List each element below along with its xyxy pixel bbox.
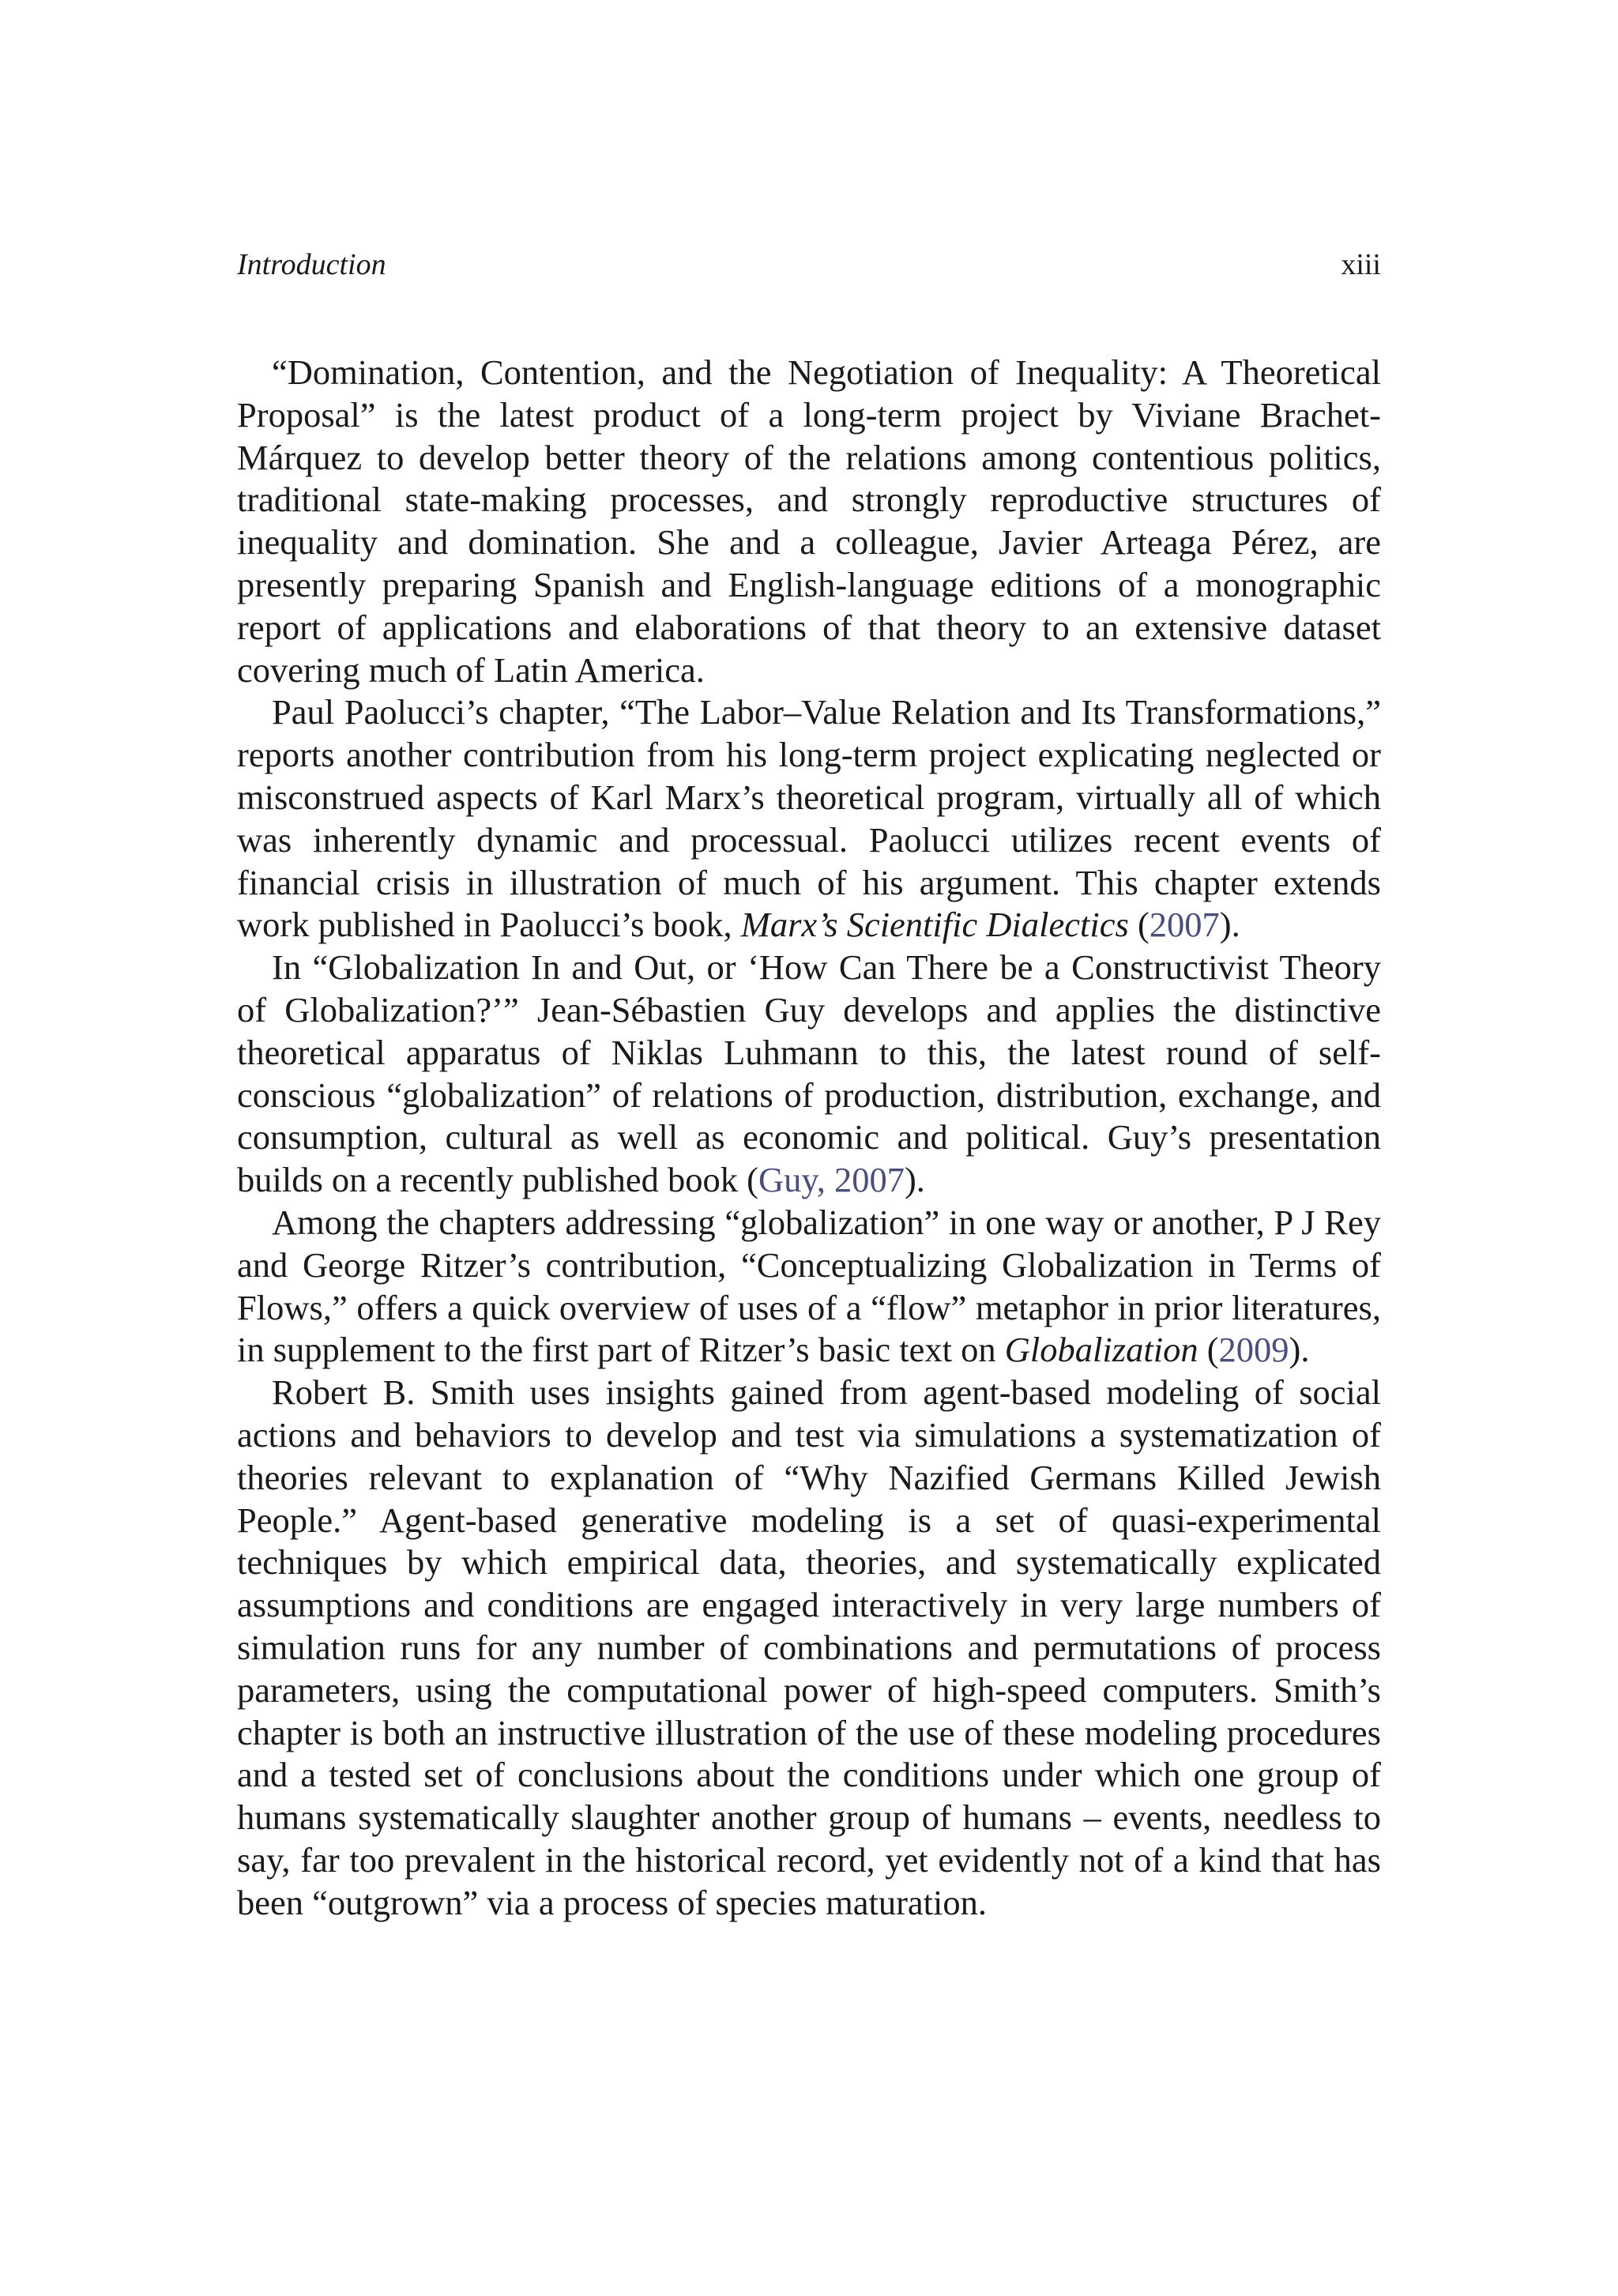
paragraph-text: In “Globalization In and Out, or ‘How Can There be a Constructivist Theory of Globalization?’” Jean-Sébastien Guy develops and applies the distinctive theoretical apparatus of Niklas Luhmann to this, the latest round of self-conscious “globalization” of relations of production, distribution, exchange, and consumption, cultural as well as economic and political. Guy’s presentation builds on a recently published book ( (237, 947, 1381, 1200)
paragraph-paolucci (237, 691, 1381, 947)
book-title: Globalization (1004, 1330, 1198, 1370)
citation-link[interactable]: 2009 (1218, 1330, 1289, 1370)
paragraph-text: Paul Paolucci’s chapter, “The Labor–Value Relation and Its Transformations,” reports another contribution from his long-term project explicating neglected or misconstrued aspects of Karl Marx’s theoretical program, virtually all of which was inherently dynamic and processual. Paolucci utilizes recent events of financial crisis in illustration of much of his argument. This chapter extends work published in Paolucci’s book, (237, 692, 1381, 945)
paragraph-text: ( (1198, 1330, 1219, 1370)
book-title: Marx’s Scientific Dialectics (740, 905, 1129, 945)
paragraph-text: ). (1219, 905, 1240, 945)
paragraph-text: ( (1128, 905, 1150, 945)
paragraph-text: “Domination, Contention, and the Negotiation of Inequality: A Theoretical Proposal” is the latest product of a long-term project by Viviane Brachet-Márquez to develop better theory of the relations among contentious politics, traditional state-making processes, and strongly reproductive structures of inequality and domination. She and a colleague, Javier Arteaga Pérez, are presently preparing Spanish and English-language editions of a monographic report of applications and elaborations of that theory to an extensive dataset covering much of Latin America. (237, 352, 1381, 690)
running-head-title: Introduction (237, 248, 386, 281)
paragraph-guy (237, 947, 1381, 1202)
paragraph-text: ). (904, 1160, 925, 1200)
paragraph-text: Among the chapters addressing “globalization” in one way or another, P J Rey and George Ritzer’s contribution, “Conceptualizing Globalization in Terms of Flows,” offers a quick overview of uses of a “flow” metaphor in prior literatures, in supplement to the first part of Ritzer’s basic text on (237, 1202, 1381, 1370)
running-head (237, 241, 1381, 288)
paragraph-brachet-marquez (237, 352, 1381, 691)
paragraph-text: Robert B. Smith uses insights gained from agent-based modeling of social actions and behaviors to develop and test via simulations a systematization of theories relevant to explanation of “Why Nazified Germans Killed Jewish People.” Agent-based generative modeling is a set of quasi-experimental techniques by which empirical data, theories, and systematically explicated assumptions and conditions are engaged interactively in very large numbers of simulation runs for any number of combinations and permutations of process parameters, using the computational power of high-speed computers. Smith’s chapter is both an instructive illustration of the use of these modeling procedures and a tested set of conclusions about the conditions under which one group of humans systematically slaughter another group of humans – events, needless to say, far too prevalent in the historical record, yet evidently not of a kind that has been “outgrown” via a process of species maturation. (237, 1372, 1381, 1922)
citation-link[interactable]: 2007 (1149, 905, 1220, 945)
citation-link[interactable]: Guy, 2007 (758, 1160, 905, 1200)
paragraph-rey-ritzer (237, 1202, 1381, 1372)
body-text (237, 352, 1381, 1924)
book-page (237, 241, 1381, 1924)
paragraph-text: ). (1289, 1330, 1310, 1370)
page-number: xiii (1341, 248, 1381, 281)
paragraph-smith (237, 1372, 1381, 1924)
